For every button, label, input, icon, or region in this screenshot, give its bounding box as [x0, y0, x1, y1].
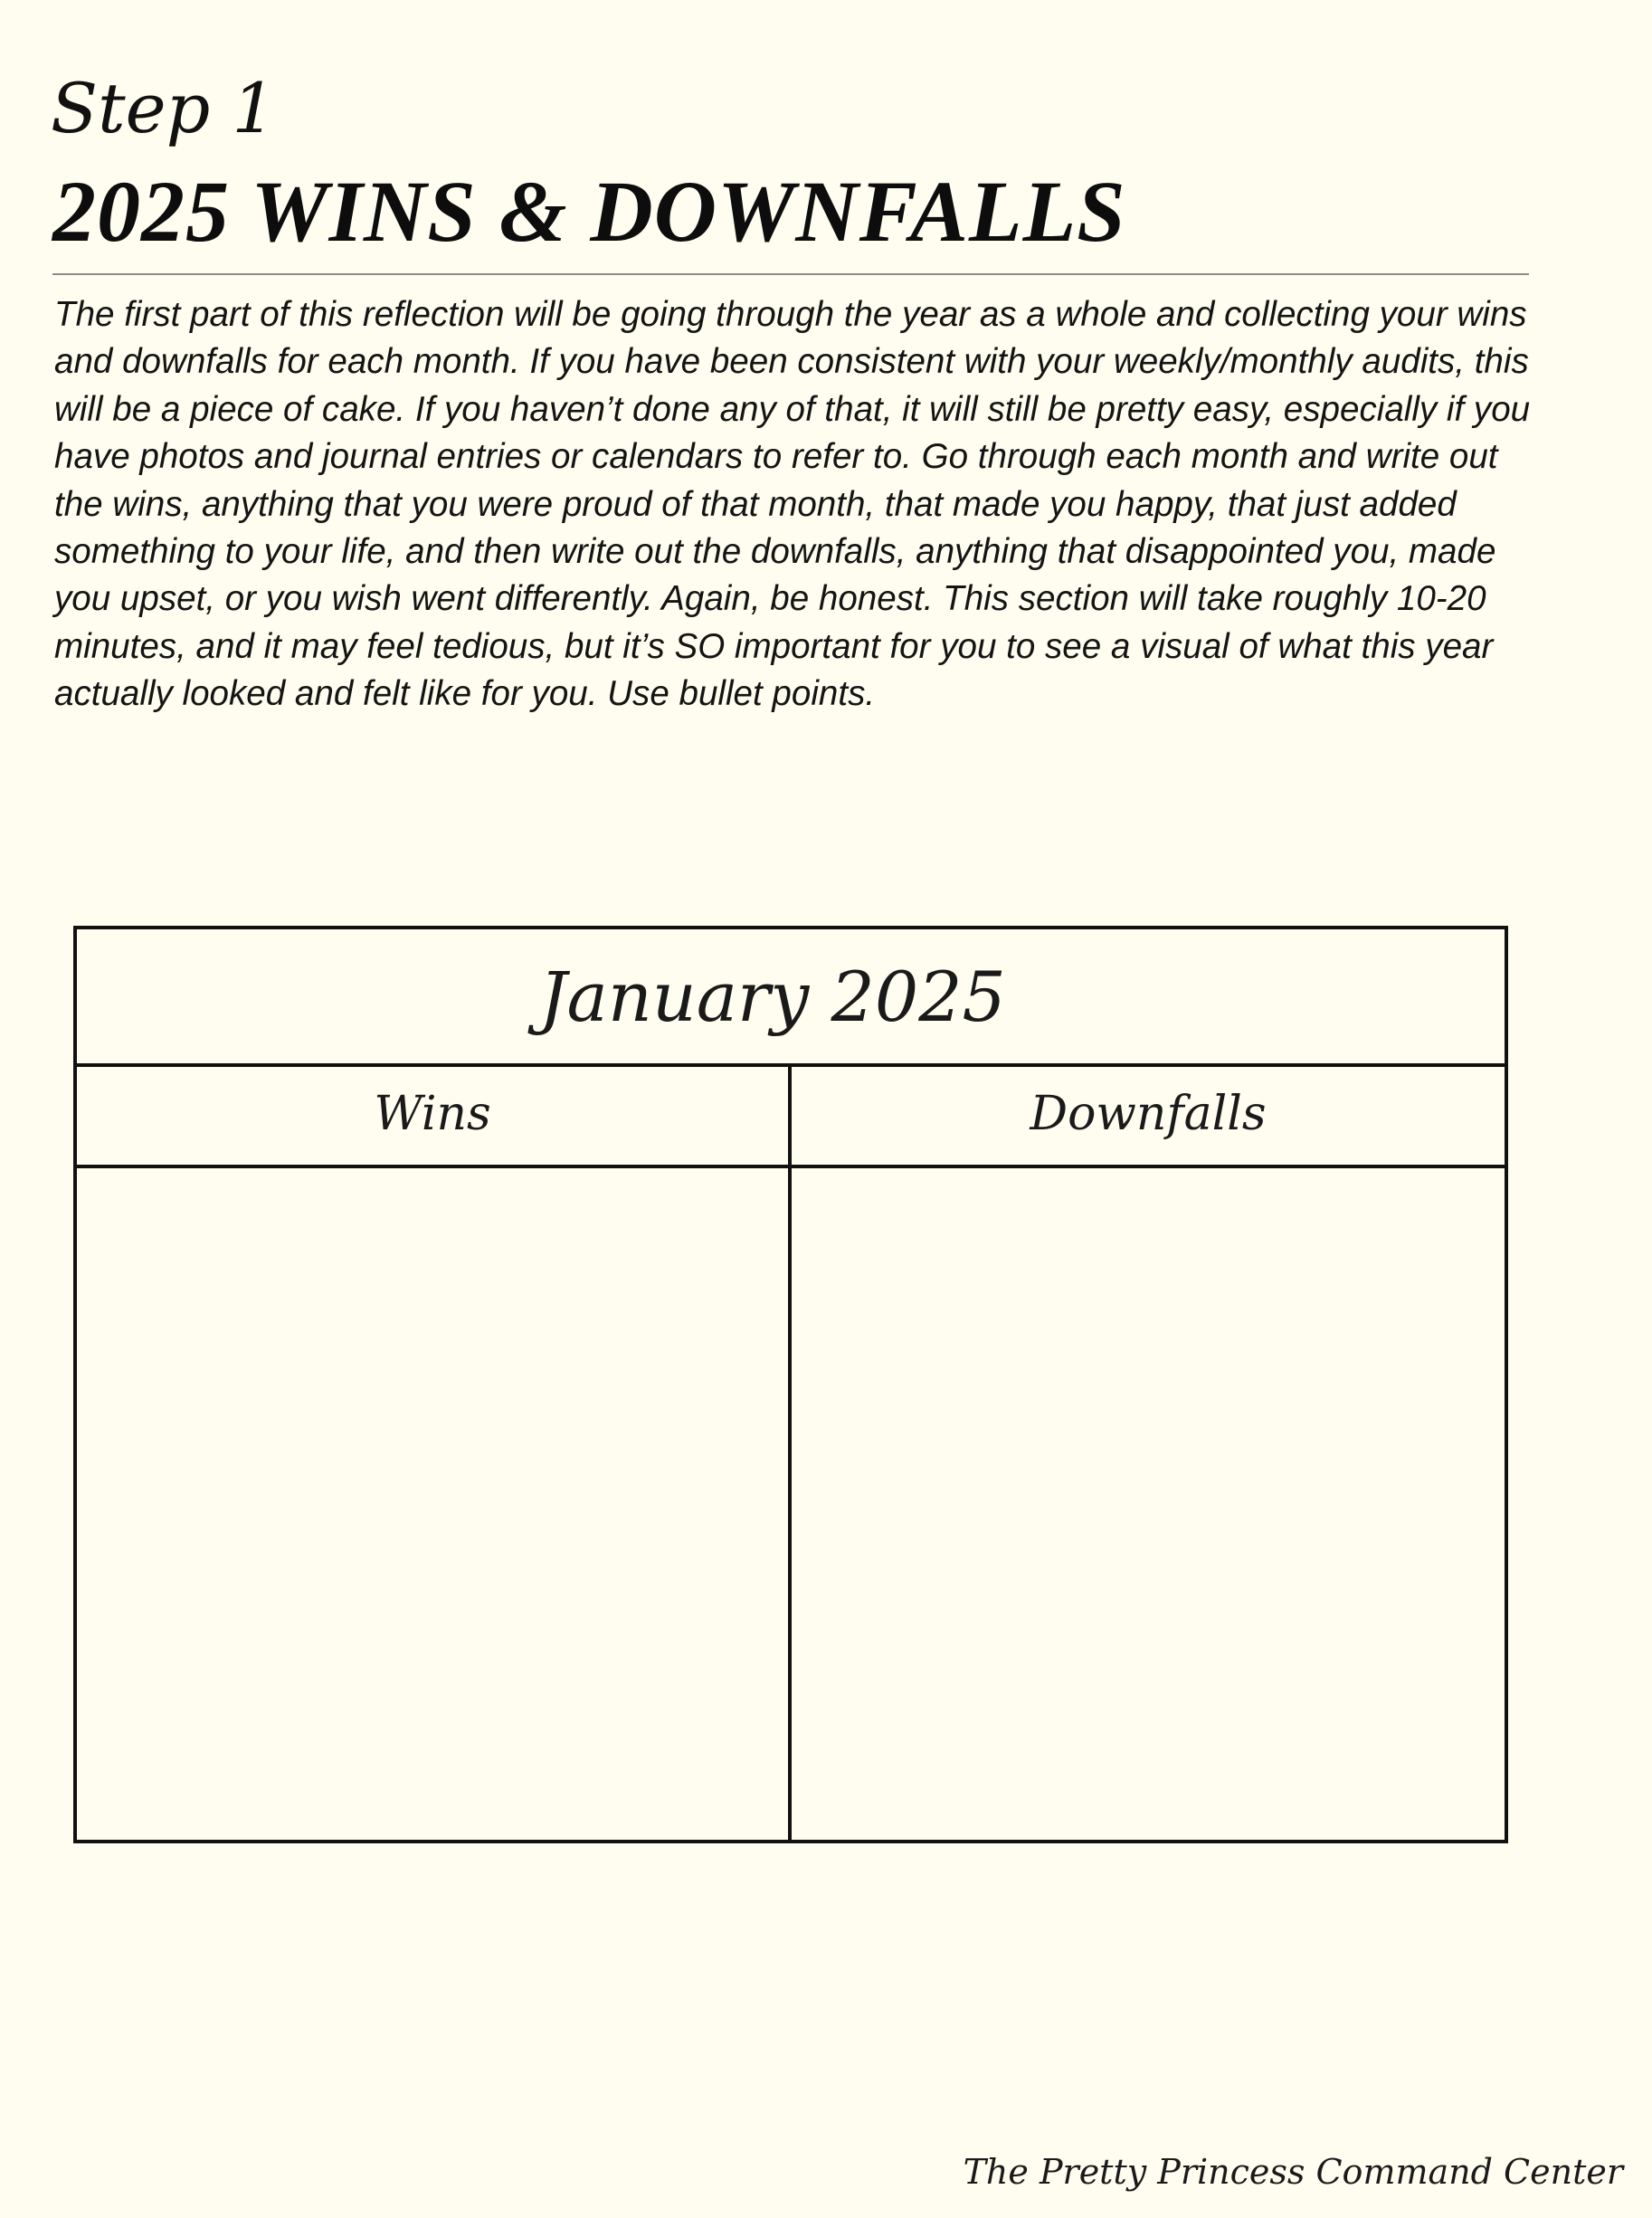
wins-entry-area[interactable] — [77, 1168, 788, 1840]
wins-column-header: Wins — [374, 1087, 491, 1141]
month-title: January 2025 — [539, 956, 1006, 1037]
footer-brand: The Pretty Princess Command Center — [963, 2152, 1623, 2192]
intro-paragraph: The first part of this reflection will be going through the year as a whole and collecting your wins and downfalls for each month. If you have been consistent with your weekly/monthly audits, this will be a piece of cake. If you haven’t done any of that, it will still be pretty easy, especially if you have photos and journal entries or calendars to refer to. Go through each month and write out the wins, anything that you were proud of that month, that made you happy, that just added something to your life, and then write out the downfalls, anything that disappointed you, made you upset, or you wish went differently. Again, be honest. This section will take roughly 10-20 minutes, and it may feel tedious, but it’s SO important for you to see a visual of what this year actually looked and felt like for you. Use bullet points. — [54, 295, 1531, 714]
month-header-row — [77, 929, 1505, 1067]
step-label: Step 1 — [51, 68, 276, 148]
downfalls-column-header: Downfalls — [1030, 1087, 1267, 1141]
monthly-reflection-table — [73, 926, 1508, 1843]
downfalls-entry-area[interactable] — [792, 1168, 1505, 1840]
page-title: 2025 WINS & DOWNFALLS — [52, 163, 1126, 260]
title-divider — [52, 273, 1529, 275]
